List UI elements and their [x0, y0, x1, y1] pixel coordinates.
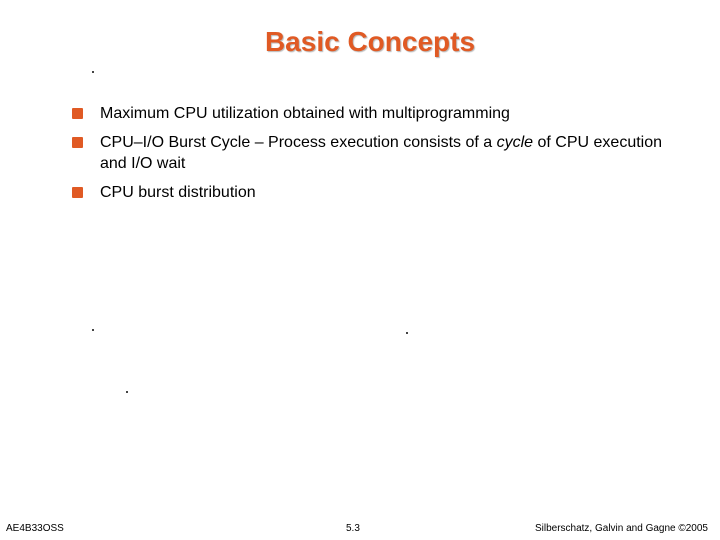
- bullet-item: [70, 182, 690, 203]
- footer-page-number: 5.3: [346, 523, 360, 534]
- stray-mark: [92, 71, 94, 73]
- bullet-text-after: of CPU execution and I/O wait: [100, 134, 663, 172]
- stray-mark: [92, 329, 94, 331]
- bullet-text: Maximum CPU utilization obtained with multiprogramming: [100, 105, 510, 122]
- bullet-item: [70, 103, 690, 124]
- square-bullet-icon: [72, 187, 83, 198]
- bullet-list: [70, 103, 690, 211]
- slide-title: Basic Concepts: [264, 26, 476, 57]
- bullet-text: CPU–I/O Burst Cycle – Process execution consists of a: [100, 134, 497, 151]
- footer-copyright: Silberschatz, Galvin and Gagne ©2005: [534, 523, 708, 534]
- stray-mark: [406, 332, 408, 334]
- stray-mark: [126, 391, 128, 393]
- bullet-emphasis: cycle: [496, 134, 534, 151]
- bullet-text: CPU burst distribution: [100, 184, 256, 201]
- footer-course-code: AE4B33OSS: [6, 523, 64, 534]
- square-bullet-icon: [72, 108, 83, 119]
- square-bullet-icon: [72, 137, 83, 148]
- bullet-item: [70, 132, 690, 174]
